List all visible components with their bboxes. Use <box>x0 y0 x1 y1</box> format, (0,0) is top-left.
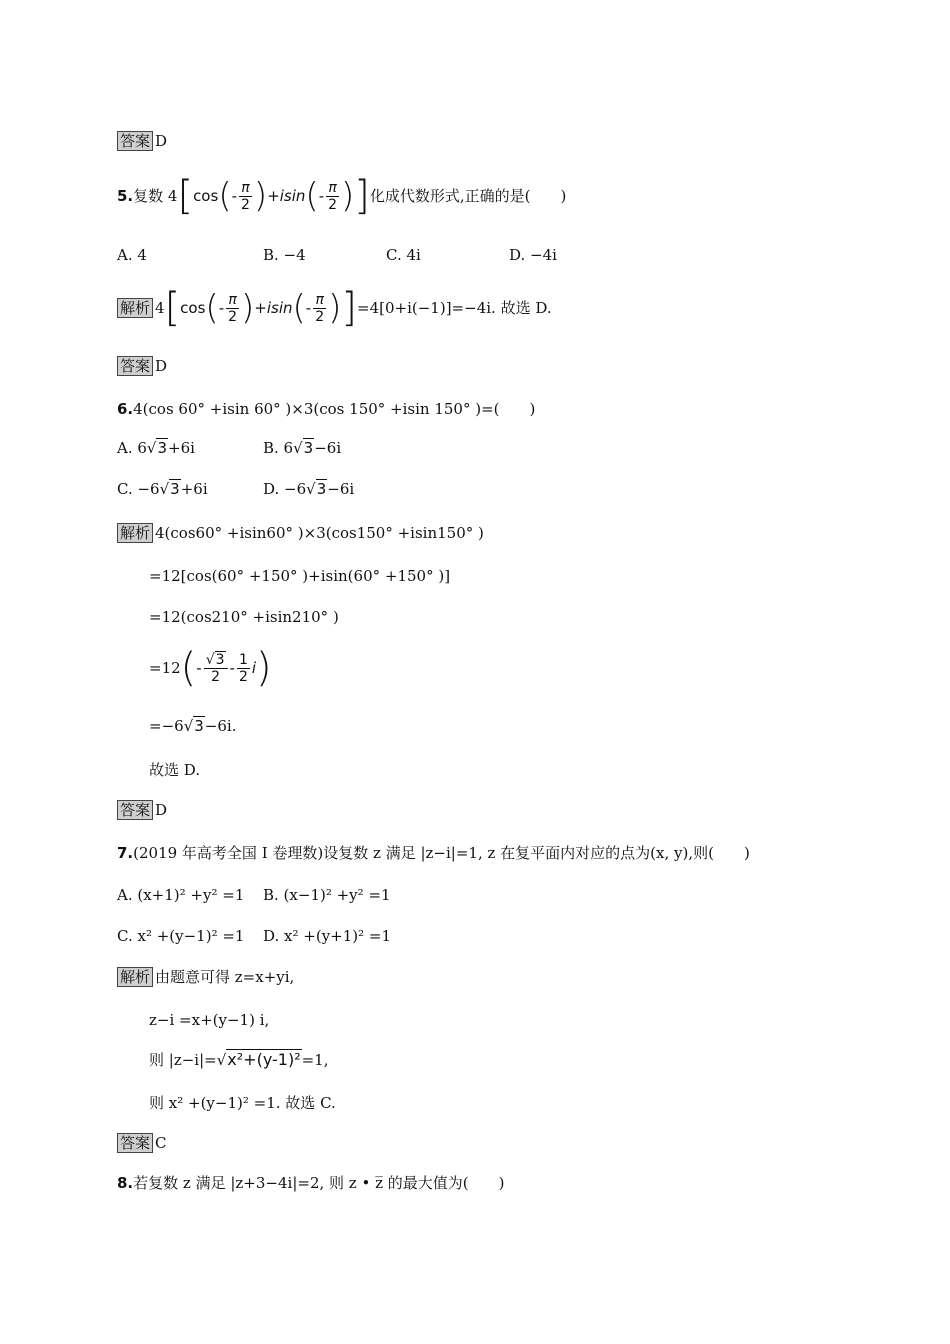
q7-option-a: A. (x+1)² +y² =1 <box>117 886 245 904</box>
q5-option-c: C. 4i <box>386 246 421 264</box>
q7-number: 7. <box>117 844 134 862</box>
q5-text-pre: 复数 4 <box>133 187 178 205</box>
q5-answer: D <box>155 357 168 375</box>
analysis-tag: 解析 <box>117 523 153 543</box>
q6-option-b: B. 6√3−6i <box>263 439 342 457</box>
q7-answer-line <box>117 1133 167 1153</box>
q7-analysis-l4: 则 x² +(y−1)² =1. 故选 C. <box>149 1094 336 1112</box>
q5-option-b: B. −4 <box>263 246 306 264</box>
q6-analysis-l2: =12[cos(60° +150° )+isin(60° +150° )] <box>149 567 451 585</box>
answer-tag: 答案 <box>117 131 153 151</box>
q7-analysis-l1: 解析 由题意可得 z=x+yi, <box>117 967 294 987</box>
q8-stem <box>117 1173 504 1193</box>
q6-option-d: D. −6√3−6i <box>263 480 355 498</box>
q7-option-d: D. x² +(y+1)² =1 <box>263 927 392 945</box>
q5-analysis: 解析 4 [ cos ( - $\frac{\pi}{2}$ ) +isin ( - $\frac{\pi}{2}$ ) ] =4[0+i(−1)]=−4i. 故选 D. <box>117 288 552 328</box>
q5-formula: [ cos ( - $\frac{\pi}{2}$ ) +isin ( - $\frac{\pi}{2}$ ) ] <box>177 173 370 219</box>
q7-text: (2019 年高考全国 Ⅰ 卷理数)设复数 z 满足 |z−i|=1, z 在复平面内对应的点为(x, y),则( ) <box>133 844 750 862</box>
q5-option-d: D. −4i <box>509 246 557 264</box>
q7-analysis-l2: z−i =x+(y−1) i, <box>149 1011 270 1029</box>
q5-analysis-formula: [ cos ( - $\frac{\pi}{2}$ ) +isin ( - $\frac{\pi}{2}$ ) ] <box>164 285 358 331</box>
q5-answer-line <box>117 356 167 376</box>
q6-analysis-l6: 故选 D. <box>149 761 201 779</box>
q5-text-post: 化成代数形式,正确的是( ) <box>369 187 567 205</box>
q6-number: 6. <box>117 400 134 418</box>
q6-option-c: C. −6√3+6i <box>117 480 208 498</box>
q6-analysis-l5: =−6√3−6i. <box>149 717 237 735</box>
answer-tag: 答案 <box>117 1133 153 1153</box>
q6-analysis-l4: =12 ( - $\frac{√3}{2}$ - $\frac{1}{2}$ i ) <box>149 645 272 691</box>
q5-option-a: A. 4 <box>117 246 147 264</box>
q4-answer-line <box>117 131 167 151</box>
q7-analysis-l3: 则 |z−i|=√x²+(y-1)²=1, <box>149 1050 329 1069</box>
q5-number: 5. <box>117 187 134 205</box>
q4-answer: D <box>155 132 168 150</box>
answer-tag: 答案 <box>117 800 153 820</box>
q7-option-c: C. x² +(y−1)² =1 <box>117 927 245 945</box>
analysis-tag: 解析 <box>117 967 153 987</box>
q5-stem <box>117 173 567 219</box>
q7-option-b: B. (x−1)² +y² =1 <box>263 886 391 904</box>
analysis-tag: 解析 <box>117 298 153 318</box>
q7-answer: C <box>155 1134 167 1152</box>
q8-text: 若复数 z 满足 |z+3−4i|=2, 则 z • z̅ 的最大值为( ) <box>133 1174 505 1192</box>
q6-answer-line <box>117 800 167 820</box>
q6-analysis-l4-formula: ( - $\frac{√3}{2}$ - $\frac{1}{2}$ i ) <box>180 645 272 691</box>
answer-tag: 答案 <box>117 356 153 376</box>
q6-answer: D <box>155 801 168 819</box>
q6-analysis-l1: 解析 4(cos60° +isin60° )×3(cos150° +isin150° ) <box>117 523 484 543</box>
q6-analysis-l3: =12(cos210° +isin210° ) <box>149 608 339 626</box>
q8-number: 8. <box>117 1174 134 1192</box>
q6-option-a: A. 6√3+6i <box>117 439 195 457</box>
q6-stem <box>117 399 535 419</box>
q6-text: 4(cos 60° +isin 60° )×3(cos 150° +isin 150° )=( ) <box>133 400 536 418</box>
q7-stem <box>117 843 750 863</box>
